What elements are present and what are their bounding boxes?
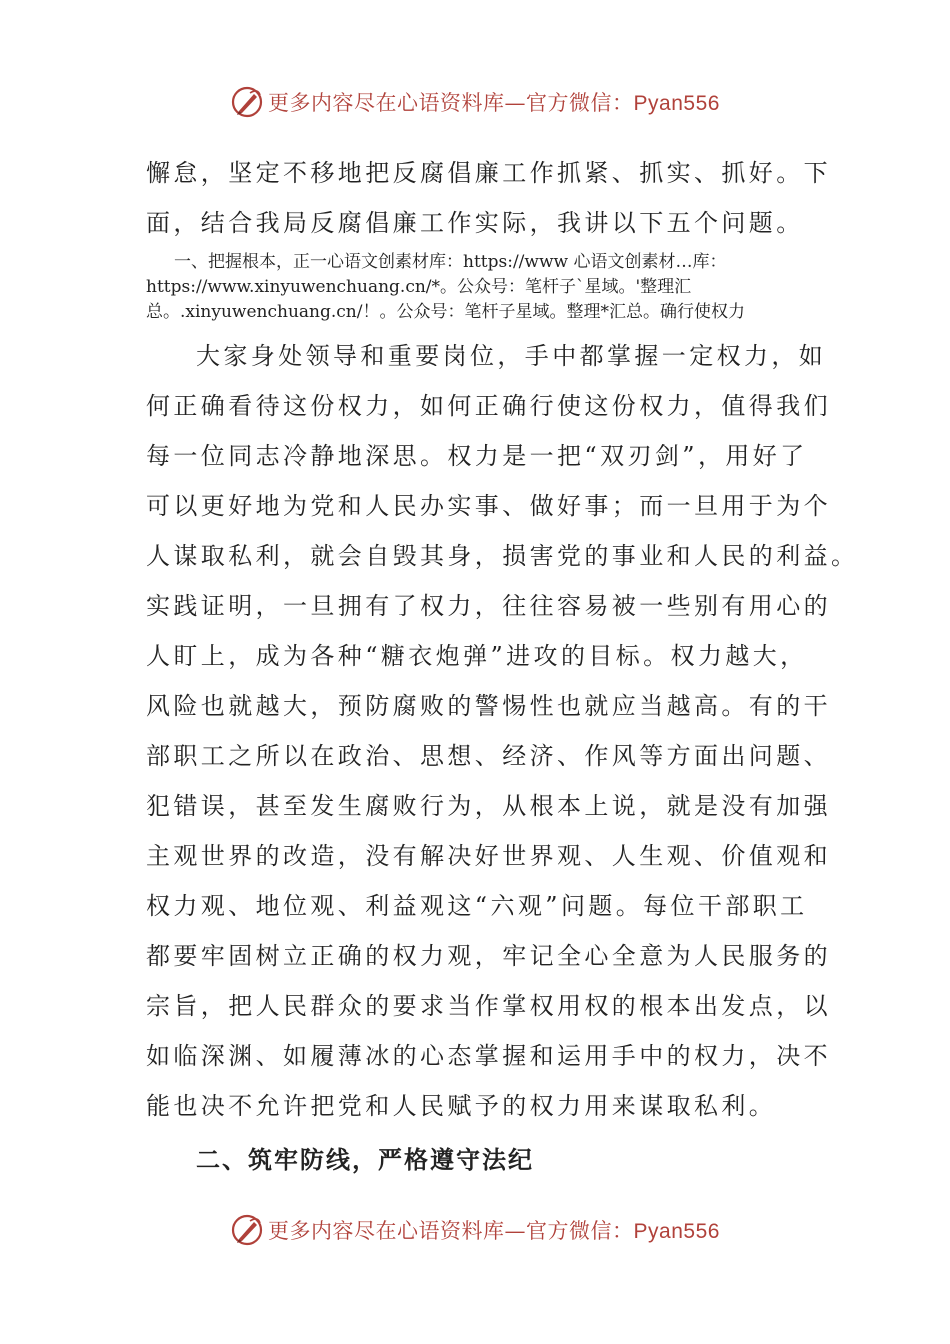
text-line: 一、把握根本，正一心语文创素材库：https://www 心语文创素材…库：: [174, 252, 727, 272]
pen-logo-icon: [230, 1213, 264, 1247]
text-line: 部职工之所以在政治、思想、经济、作风等方面出问题、: [146, 742, 831, 770]
banner-text: 更多内容尽在心语资料库—官方微信：Pyan556: [268, 1219, 720, 1243]
pen-logo-icon: [230, 85, 264, 119]
text-line: 风险也就越大，预防腐败的警惕性也就应当越高。有的干: [146, 692, 831, 720]
text-line: 人谋取私利，就会自毁其身，损害党的事业和人民的利益。: [146, 542, 859, 570]
text-line: 大家身处领导和重要岗位，手中都掌握一定权力，如: [196, 342, 827, 370]
text-line: 何正确看待这份权力，如何正确行使这份权力，值得我们: [146, 392, 831, 420]
banner-text: 更多内容尽在心语资料库—官方微信：Pyan556: [268, 91, 720, 115]
text-line: 都要牢固树立正确的权力观，牢记全心全意为人民服务的: [146, 942, 831, 970]
footer-banner: [0, 1210, 950, 1250]
header-banner: [0, 82, 950, 122]
text-line: 每一位同志冷静地深思。权力是一把“双刃剑”，用好了: [146, 442, 808, 470]
body-paragraph: [146, 331, 859, 1131]
wechat-id: Pyan556: [633, 92, 720, 115]
section-heading-2: 二、筑牢防线，严格遵守法纪: [196, 1145, 534, 1174]
text-line: 权力观、地位观、利益观这“六观”问题。每位干部职工: [146, 892, 808, 920]
watermark-note-block: [146, 250, 796, 325]
text-line: https://www.xinyuwenchuang.cn/*。公众号：笔杆子`星域。'整理汇: [146, 277, 692, 297]
text-line: 可以更好地为党和人民办实事、做好事；而一旦用于为个: [146, 492, 831, 520]
text-line: 面，结合我局反腐倡廉工作实际，我讲以下五个问题。: [146, 209, 804, 237]
document-body: [146, 148, 859, 1185]
text-line: 实践证明，一旦拥有了权力，往往容易被一些别有用心的: [146, 592, 831, 620]
text-line: 人盯上，成为各种“糖衣炮弹”进攻的目标。权力越大，: [146, 642, 808, 670]
text-line: 总。.xinyuwenchuang.cn/！。公众号：笔杆子星域。整理*汇总。确行使权力: [146, 302, 745, 322]
wechat-id: Pyan556: [633, 1220, 720, 1243]
text-line: 如临深渊、如履薄冰的心态掌握和运用手中的权力，决不: [146, 1042, 831, 1070]
text-line: 宗旨，把人民群众的要求当作掌权用权的根本出发点，以: [146, 992, 831, 1020]
text-line: 能也决不允许把党和人民赋予的权力用来谋取私利。: [146, 1092, 777, 1120]
intro-paragraph: [146, 148, 831, 248]
text-line: 犯错误，甚至发生腐败行为，从根本上说，就是没有加强: [146, 792, 831, 820]
text-line: 懈怠，坚定不移地把反腐倡廉工作抓紧、抓实、抓好。下: [146, 159, 831, 187]
text-line: 主观世界的改造，没有解决好世界观、人生观、价值观和: [146, 842, 831, 870]
